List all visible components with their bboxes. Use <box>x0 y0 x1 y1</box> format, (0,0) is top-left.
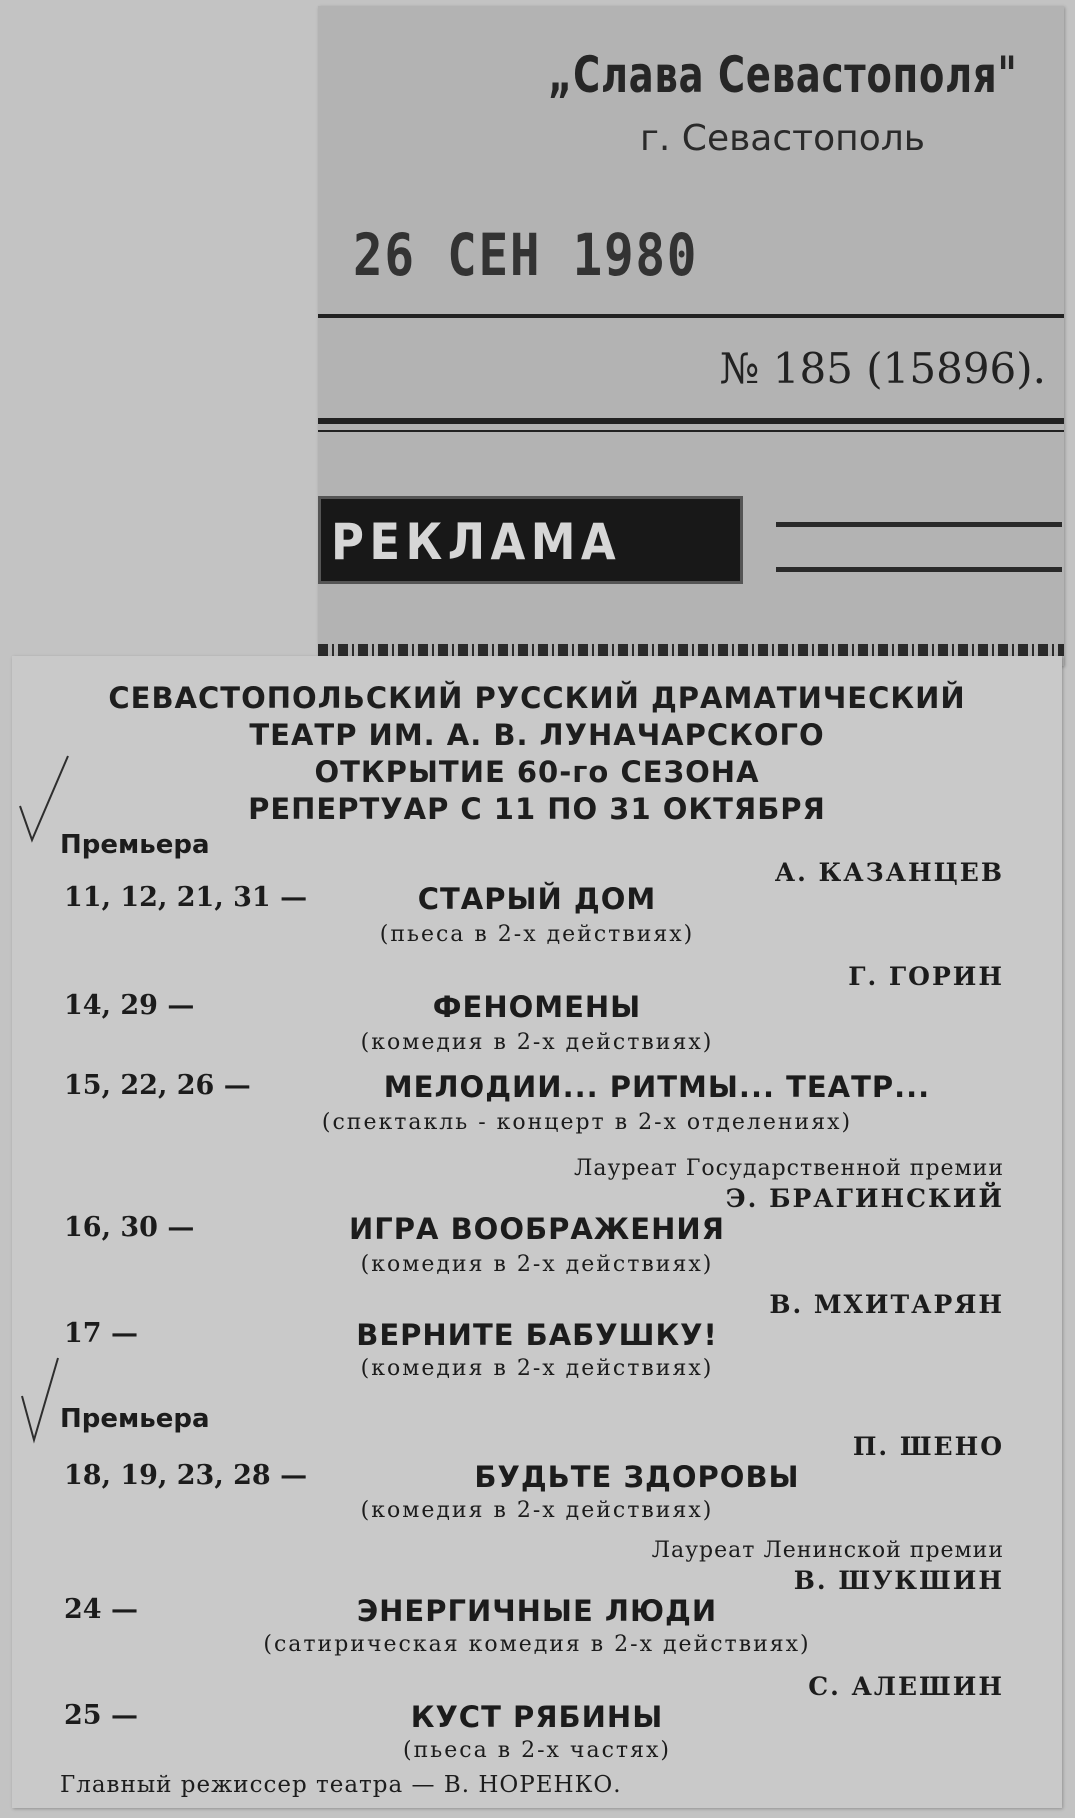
play-row <box>12 1070 1062 1110</box>
author-laureate-note: Лауреат Государственной премии <box>574 1156 1004 1181</box>
play-dates: 16, 30 — <box>64 1212 195 1243</box>
section-label: РЕКЛАМА <box>331 513 622 571</box>
play-author: В. ШУКШИН <box>793 1566 1004 1595</box>
listing-header <box>12 680 1062 828</box>
play-genre: (комедия в 2-х действиях) <box>360 1252 714 1277</box>
play-row <box>12 1700 1062 1740</box>
play-row <box>12 990 1062 1030</box>
play-dates: 24 — <box>64 1594 138 1625</box>
play-author: П. ШЕНО <box>852 1432 1004 1461</box>
header-line: ОТКРЫТИЕ 60-го СЕЗОНА <box>314 755 760 789</box>
play-title: БУДЬТЕ ЗДОРОВЫ <box>474 1460 800 1494</box>
play-genre: (комедия в 2-х действиях) <box>360 1356 714 1381</box>
newspaper-title: „Слава Севастополя" <box>548 46 1018 104</box>
director-credit: Главный режиссер театра — В. НОРЕНКО. <box>60 1772 622 1798</box>
divider <box>776 522 1062 527</box>
play-row <box>12 1318 1062 1358</box>
play-dates: 15, 22, 26 — <box>64 1070 251 1101</box>
header-line: ТЕАТР ИМ. А. В. ЛУНАЧАРСКОГО <box>249 718 825 752</box>
masthead-clipping <box>318 6 1064 666</box>
play-title: ВЕРНИТЕ БАБУШКУ! <box>356 1318 718 1352</box>
premiere-label: Премьера <box>60 830 210 860</box>
play-author: С. АЛЕШИН <box>808 1672 1004 1701</box>
divider <box>318 314 1064 318</box>
play-title: КУСТ РЯБИНЫ <box>410 1700 664 1734</box>
ornamental-border <box>318 644 1064 656</box>
header-line: РЕПЕРТУАР С 11 ПО 31 ОКТЯБРЯ <box>248 792 826 826</box>
divider <box>776 567 1062 572</box>
play-dates: 14, 29 — <box>64 990 195 1021</box>
divider <box>318 418 1064 424</box>
repertoire-clipping <box>12 656 1062 1808</box>
issue-number: № 185 (15896). <box>719 344 1046 393</box>
play-genre: (сатирическая комедия в 2-х действиях) <box>263 1632 811 1657</box>
play-genre: (пьеса в 2-х частях) <box>403 1738 671 1763</box>
play-row <box>12 882 1062 922</box>
play-title: ФЕНОМЕНЫ <box>432 990 642 1024</box>
play-dates: 11, 12, 21, 31 — <box>64 882 308 913</box>
divider <box>318 430 1064 432</box>
play-author: Г. ГОРИН <box>848 962 1004 991</box>
play-title: МЕЛОДИИ... РИТМЫ... ТЕАТР... <box>383 1070 931 1104</box>
section-banner <box>318 496 743 584</box>
play-row <box>12 1460 1062 1500</box>
author-laureate-note: Лауреат Ленинской премии <box>651 1538 1004 1563</box>
play-title: ИГРА ВООБРАЖЕНИЯ <box>349 1212 725 1246</box>
play-genre: (комедия в 2-х действиях) <box>360 1030 714 1055</box>
date-stamp: 26 СЕН 1980 <box>353 221 699 289</box>
header-line: СЕВАСТОПОЛЬСКИЙ РУССКИЙ ДРАМАТИЧЕСКИЙ <box>108 681 966 715</box>
newspaper-city: г. Севастополь <box>640 118 925 159</box>
play-genre: (пьеса в 2-х действиях) <box>379 922 695 947</box>
play-genre: (спектакль - концерт в 2-х отделениях) <box>321 1110 853 1135</box>
play-author: А. КАЗАНЦЕВ <box>774 858 1004 887</box>
play-dates: 25 — <box>64 1700 138 1731</box>
premiere-label: Премьера <box>60 1404 210 1434</box>
play-author: Э. БРАГИНСКИЙ <box>725 1184 1004 1213</box>
play-dates: 17 — <box>64 1318 138 1349</box>
play-title: ЭНЕРГИЧНЫЕ ЛЮДИ <box>356 1594 718 1628</box>
play-row <box>12 1212 1062 1252</box>
play-genre: (комедия в 2-х действиях) <box>360 1498 714 1523</box>
play-row <box>12 1594 1062 1634</box>
play-author: В. МХИТАРЯН <box>769 1290 1004 1319</box>
play-dates: 18, 19, 23, 28 — <box>64 1460 308 1491</box>
play-title: СТАРЫЙ ДОМ <box>417 882 657 916</box>
